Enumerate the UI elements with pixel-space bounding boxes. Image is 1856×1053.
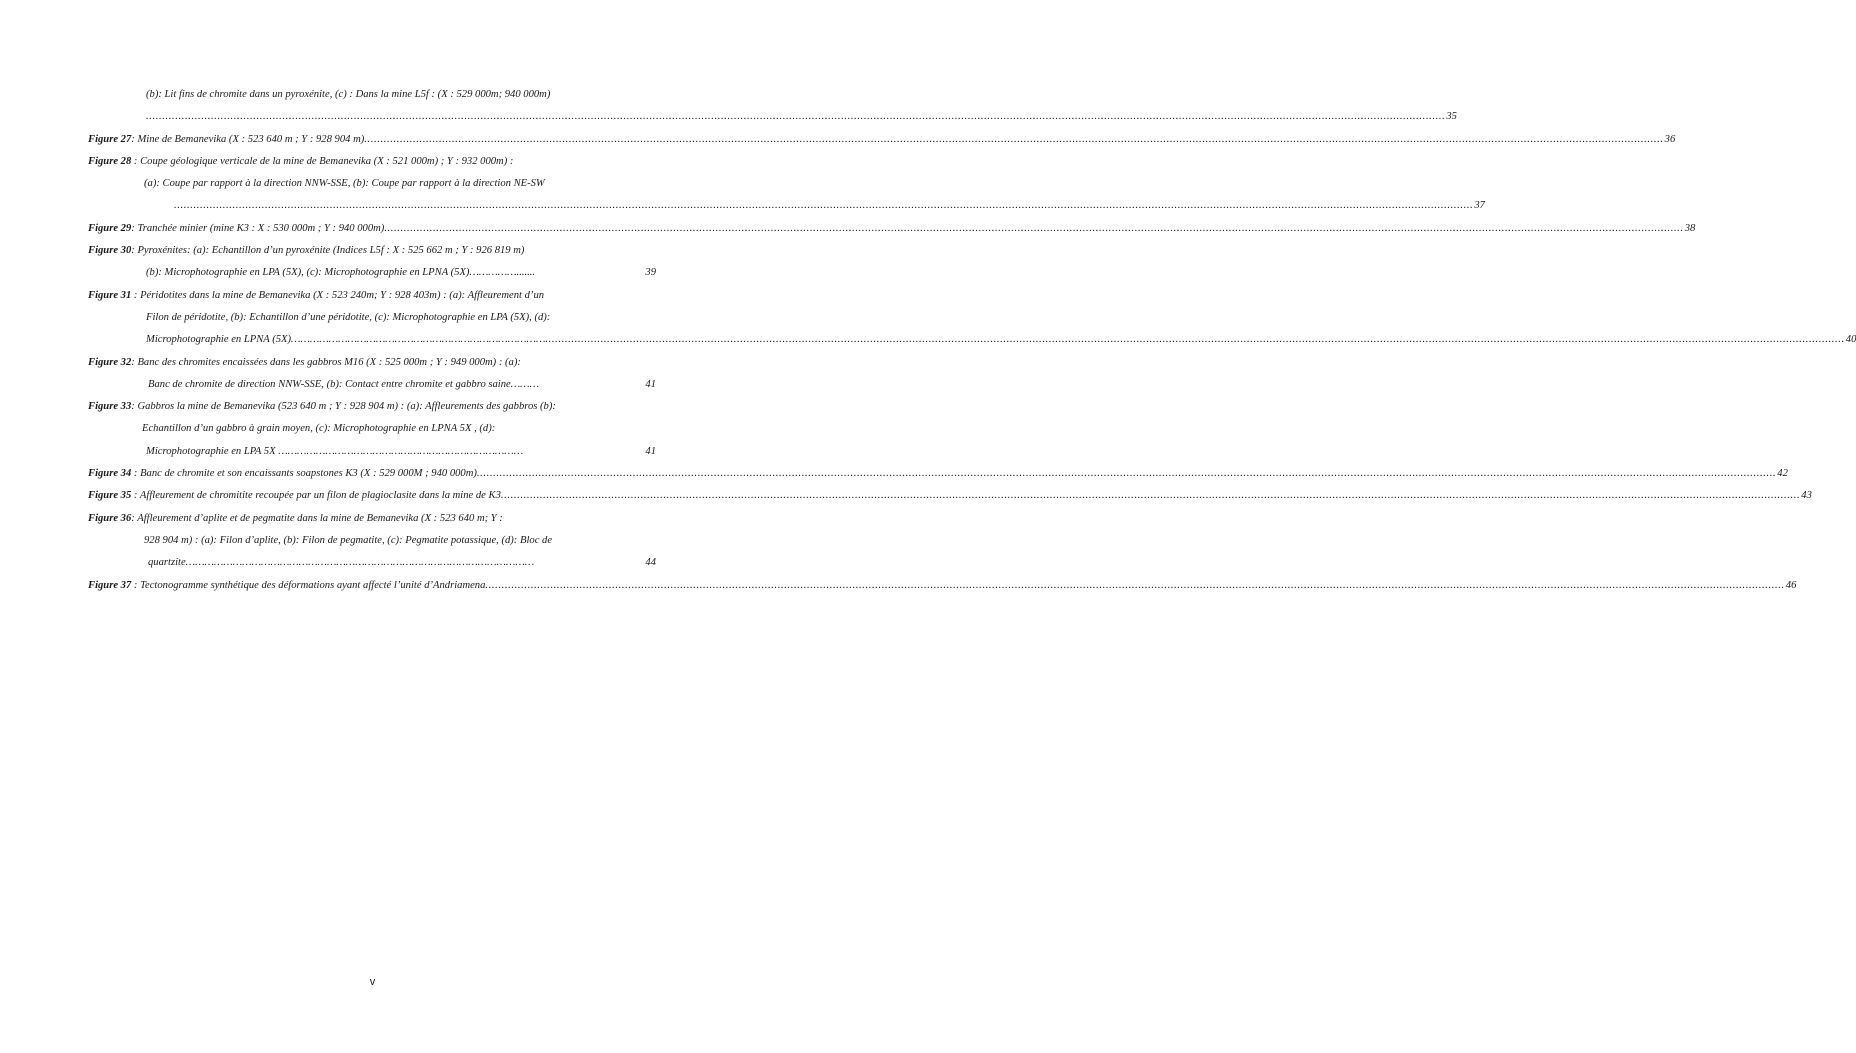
page-ref: 37 (1474, 200, 1485, 212)
toc-entry-line (88, 222, 1696, 236)
figure-label: Figure 29 (88, 222, 132, 234)
caption-text: : Mine de Bemanevika (X : 523 640 m ; Y : 928 904 m) (131, 133, 365, 145)
caption-text: (b): Microphotographie en LPA (5X), (c): Microphotographie en LPNA (5X)……………....... (146, 267, 536, 279)
toc-entry-line (88, 579, 1797, 593)
caption-text: : Affleurement d’aplite et de pegmatite dans la mine de Bemanevika (X : 523 640 m; Y : (131, 512, 503, 524)
caption-text: 928 904 m) : (a): Filon d’aplite, (b): Filon de pegmatite, (c): Pegmatite potassique, (d): Bloc de (144, 534, 553, 546)
figure-label: Figure 36 (88, 512, 132, 524)
page-ref: 43 (1801, 490, 1812, 502)
toc-entry-text (146, 333, 545, 347)
toc-entry-text (88, 222, 384, 236)
toc-entry-line (88, 489, 1812, 503)
page-ref: 41 (645, 445, 656, 457)
caption-text: : Péridotites dans la mine de Bemanevika (X : 523 240m; Y : 928 403m) : (a): Affleurement d’un (131, 289, 545, 301)
leader-dots: ................................................................................................................................................................................................................................................................................................................................................................................................................ (384, 222, 1684, 234)
page-ref: 36 (1664, 133, 1676, 145)
figure-label: Figure 37 (88, 579, 132, 591)
caption-text: : Tectonogramme synthétique des déformations ayant affecté l’unité d’Andriamena (131, 579, 486, 591)
caption-text: Filon de péridotite, (b): Echantillon d’une péridotite, (c): Microphotographie en LPA (5X), (d): (146, 311, 551, 323)
figure-label: Figure 30 (88, 245, 132, 257)
leader-dots: ................................................................................................................................................................................................................................................................................................................................................................................................................ (146, 111, 1446, 123)
toc-entry-text (88, 357, 521, 368)
toc-entry-text (142, 423, 495, 434)
toc-entry-text (88, 467, 477, 481)
leader-dots: ................................................................................................................................................................................................................................................................................................................................................................................................................ (545, 334, 1845, 346)
toc-entry-line (88, 356, 656, 370)
leader-dots: ................................................................................................................................................................................................................................................................................................................................................................................................................ (364, 133, 1664, 145)
toc-entry-line (88, 467, 1788, 481)
toc-entry-line (88, 400, 656, 414)
figure-label: Figure 27 (88, 133, 132, 145)
toc-entry-line (146, 110, 1457, 124)
toc-entry-text (146, 446, 523, 457)
page-ref: 40 (1845, 334, 1856, 346)
caption-text: : Coupe géologique verticale de la mine de Bemanevika (X : 521 000m) ; Y : 932 000m) : (131, 155, 514, 167)
toc-entry-line (146, 445, 656, 459)
page-ref: 38 (1684, 222, 1696, 234)
toc-entry-text (146, 267, 535, 278)
figure-label: Figure 32 (88, 356, 132, 368)
toc-entry-line (146, 266, 656, 280)
toc-entry-text (88, 156, 513, 167)
toc-entry-line (148, 378, 656, 392)
leader-dots: ................................................................................................................................................................................................................................................................................................................................................................................................................ (500, 490, 1801, 502)
toc-entry-text (144, 178, 545, 189)
toc-entry-line (146, 311, 656, 325)
toc-entry-text (148, 557, 534, 568)
toc-entry-text (88, 401, 556, 412)
toc-entry-line (144, 534, 656, 548)
toc-entry-text (88, 513, 503, 524)
page-ref: 39 (645, 267, 656, 279)
toc-entry-line (146, 333, 1856, 347)
toc-entry-line (146, 88, 656, 102)
figure-label: Figure 35 (88, 490, 132, 502)
caption-text: Banc de chromite de direction NNW-SSE, (b): Contact entre chromite et gabbro saine……… (148, 378, 540, 390)
caption-text: quartzite………………………………………………………………………………………………… (148, 557, 535, 569)
caption-text: Microphotographie en LPNA (5X)……………………………………………………………………… (146, 334, 546, 346)
page-ref: 35 (1446, 111, 1457, 123)
caption-text: : Banc de chromite et son encaissants soapstones K3 (X : 529 000M ; 940 000m) (131, 468, 477, 480)
toc-entry-text (144, 535, 552, 546)
page-ref: 42 (1777, 468, 1788, 480)
toc-entry-text (88, 579, 485, 593)
caption-text: (b): Lit fins de chromite dans un pyroxénite, (c) : Dans la mine L5f : (X : 529 000m; 940 000m) (146, 89, 551, 100)
toc-entry-line (88, 155, 656, 169)
page-ref: 46 (1785, 579, 1797, 591)
caption-text: : Affleurement de chromitite recoupée par un filon de plagioclasite dans la mine de K3 (131, 490, 501, 502)
leader-dots: ................................................................................................................................................................................................................................................................................................................................................................................................................ (485, 579, 1785, 591)
toc-entry-text (88, 245, 524, 256)
figure-label: Figure 33 (88, 401, 132, 413)
toc-entry-line (88, 244, 656, 258)
toc-entry-text (148, 379, 539, 390)
caption-text: Echantillon d’un gabbro à grain moyen, (c): Microphotographie en LPNA 5X , (d): (142, 423, 496, 435)
leader-dots: ................................................................................................................................................................................................................................................................................................................................................................................................................ (174, 200, 1474, 212)
caption-text: : Gabbros la mine de Bemanevika (523 640 m ; Y : 928 904 m) : (a): Affleurements des gabbros (b): (131, 401, 556, 413)
page-ref: 44 (645, 557, 656, 569)
caption-text: (a): Coupe par rapport à la direction NNW-SSE, (b): Coupe par rapport à la direction NE-SW (144, 178, 545, 190)
toc-entry-text (88, 133, 364, 147)
figure-label: Figure 34 (88, 468, 132, 480)
toc-entry-text (88, 290, 544, 301)
toc-entry-line (144, 177, 656, 191)
toc-entry-line (142, 422, 656, 436)
toc-entry-line (148, 556, 656, 570)
toc-entry-text (88, 489, 501, 503)
page-ref: 41 (645, 378, 656, 390)
toc-entry-line (88, 512, 656, 526)
toc-entry-line (174, 199, 1485, 213)
caption-text: : Banc des chromites encaissées dans les gabbros M16 (X : 525 000m ; Y : 949 000m) : (a): (131, 356, 521, 368)
figure-label: Figure 28 (88, 155, 132, 167)
toc-entry-line (88, 289, 656, 303)
caption-text: Microphotographie en LPA 5X …………………………………………………………………… (146, 445, 524, 457)
toc-entry-text (146, 312, 550, 323)
leader-dots: ................................................................................................................................................................................................................................................................................................................................................................................................................ (476, 468, 1777, 480)
caption-text: : Tranchée minier (mine K3 : X : 530 000m ; Y : 940 000m) (131, 222, 385, 234)
toc-entry-text (146, 89, 550, 100)
figure-label: Figure 31 (88, 289, 132, 301)
page-number: v (369, 976, 376, 988)
toc-entry-line (88, 133, 1676, 147)
caption-text: : Pyroxénites: (a): Echantillon d’un pyroxénite (Indices L5f : X : 525 662 m ; Y : 926 819 m) (131, 245, 525, 257)
